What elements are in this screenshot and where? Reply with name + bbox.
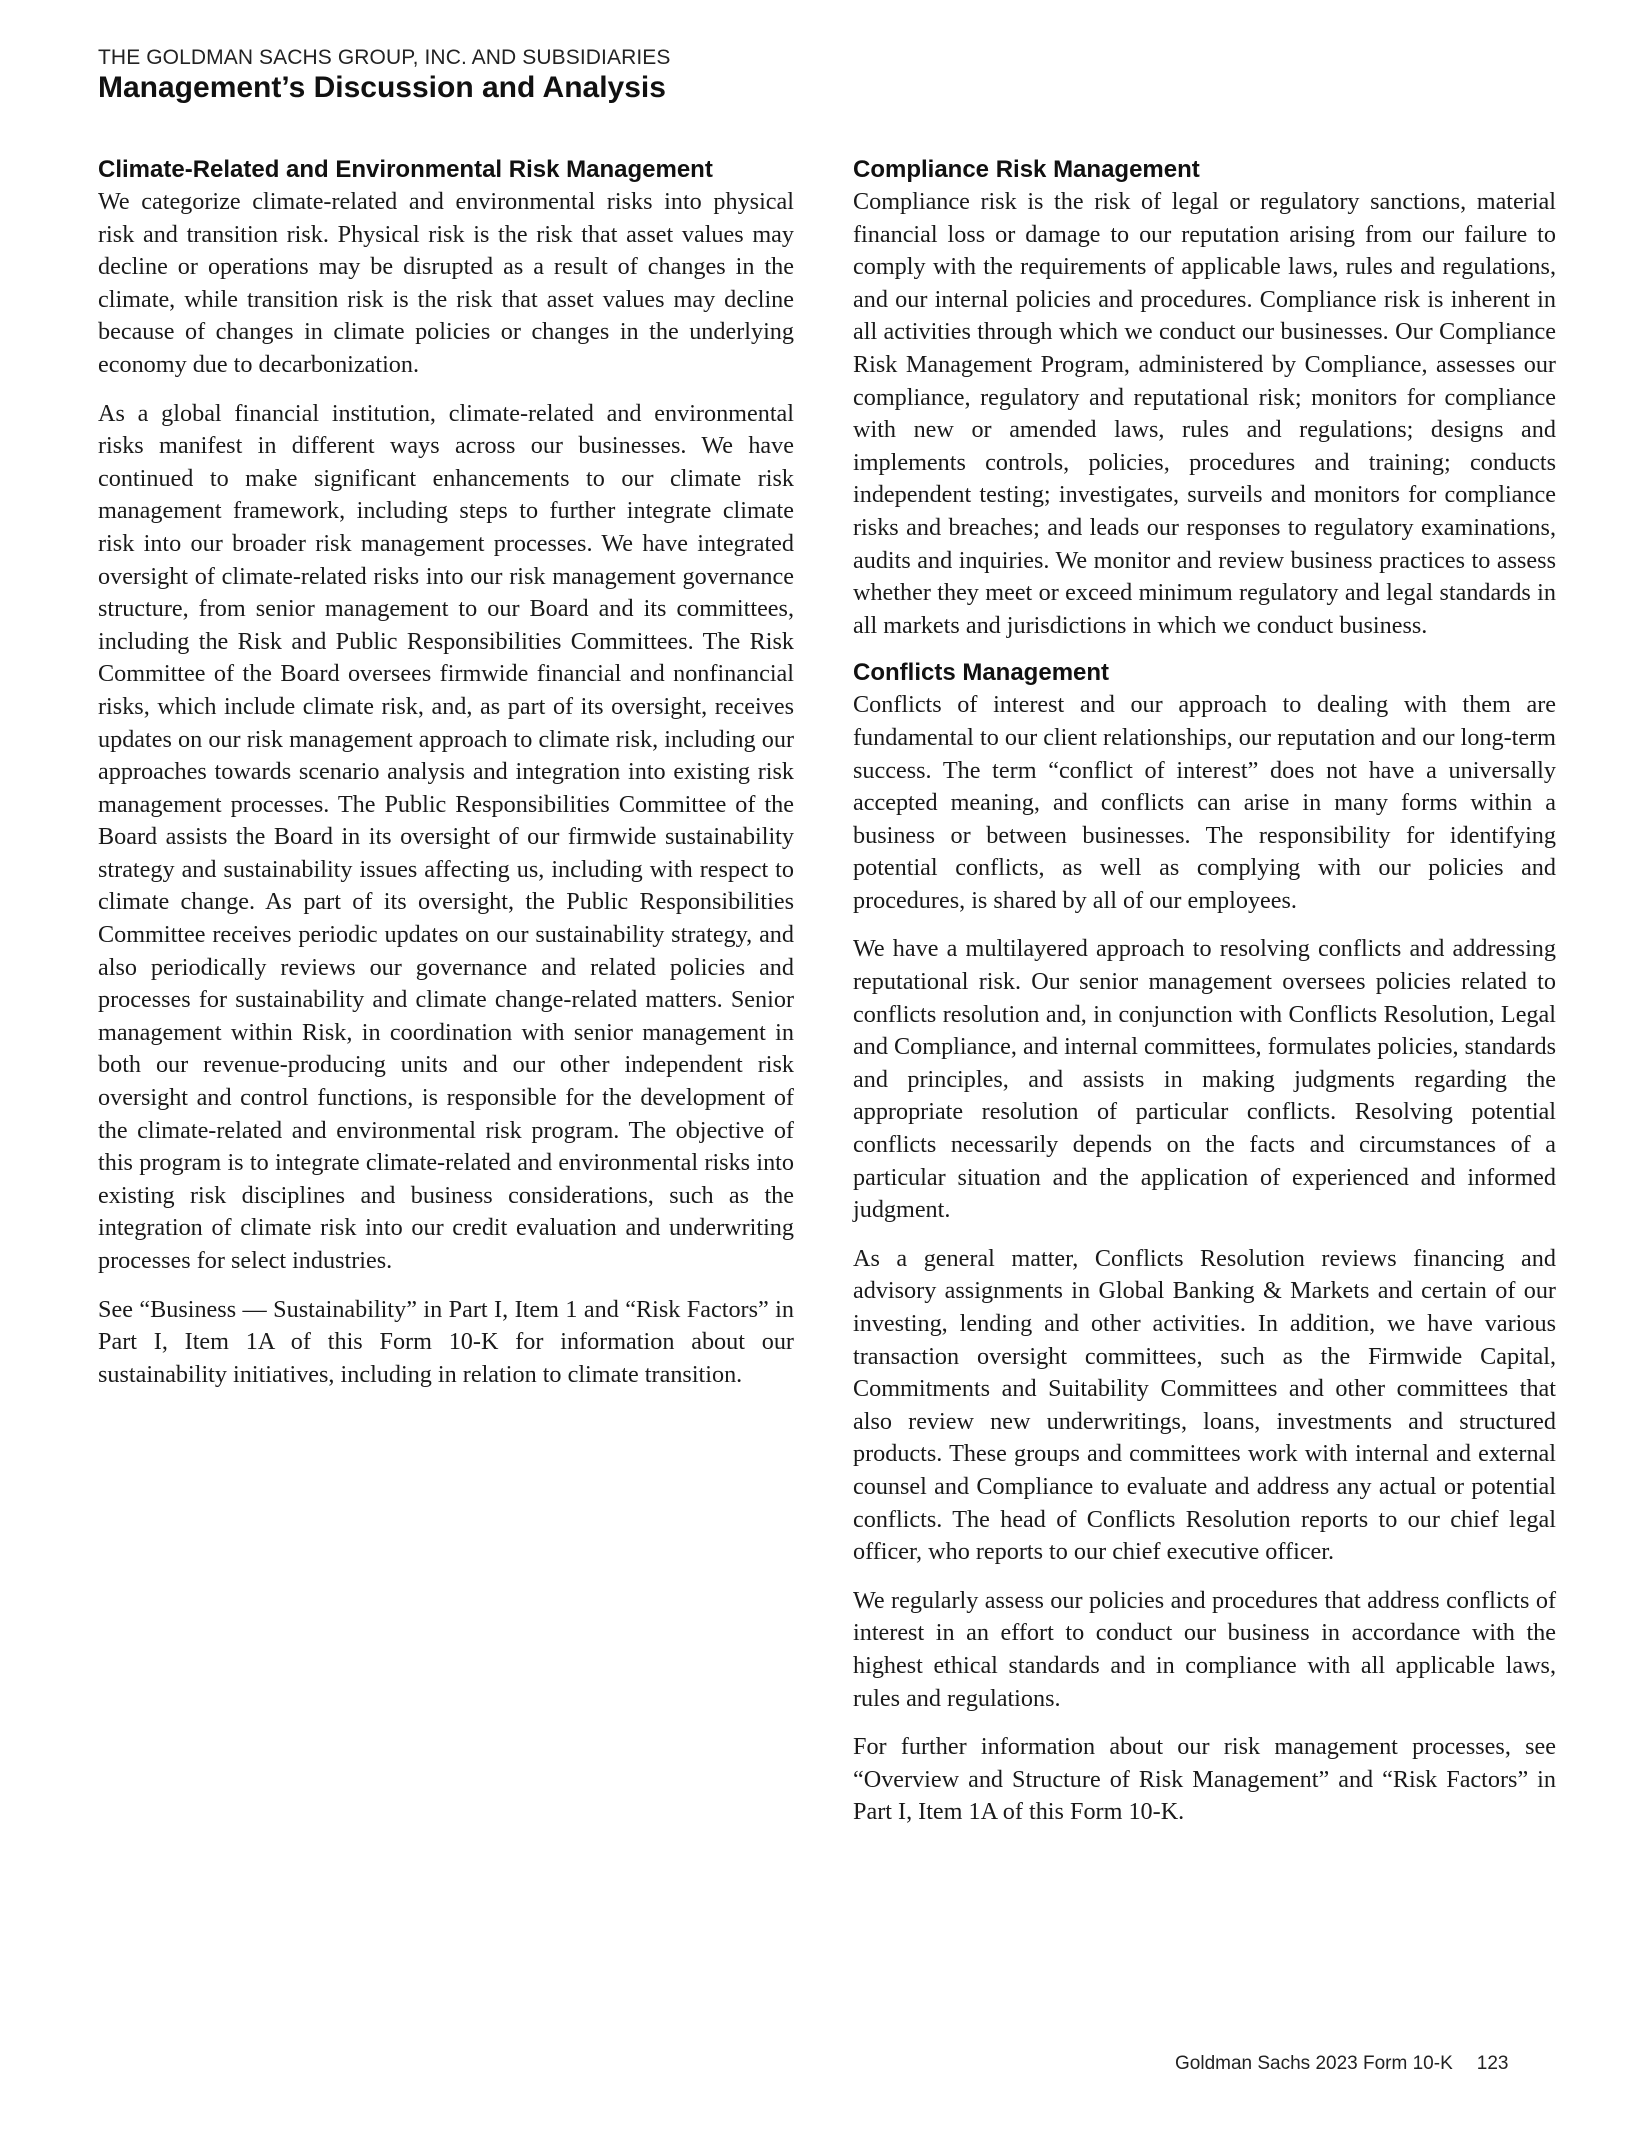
paragraph: We categorize climate-related and environmental risks into physical risk and transition risk. Physical risk is the risk that asset values may decline or operations may be disrupted as a result of changes in the climate, while transition risk is the risk that asset values may decline because of changes in climate policies or changes in the underlying economy due to decarbonization.: [98, 188, 794, 378]
paragraph: We regularly assess our policies and procedures that address conflicts of interest in an effort to conduct our business in accordance with the highest ethical standards and in compliance with all applicable laws, rules and regulations.: [853, 1586, 1556, 1712]
paragraph: As a general matter, Conflicts Resolution reviews financing and advisory assignments in Global Banking & Markets and certain of our investing, lending and other activities. In addition, we have various transaction oversight committees, such as the Firmwide Capital, Commitments and Suitability Committees and other committees that also review new underwritings, loans, investments and structured products. These groups and committees work with internal and external counsel and Compliance to evaluate and address any actual or potential conflicts. The head of Conflicts Resolution reports to our chief legal officer, who reports to our chief executive officer.: [853, 1244, 1556, 1566]
page-header: [98, 46, 671, 106]
publication-name: Goldman Sachs 2023 Form 10-K: [1175, 2053, 1453, 2074]
heading-conflicts-management: Conflicts Management: [853, 659, 1110, 687]
page-footer: [1175, 2053, 1508, 2075]
right-column: [853, 155, 1556, 1845]
heading-climate-risk: Climate-Related and Environmental Risk Management: [98, 156, 713, 183]
company-name: THE GOLDMAN SACHS GROUP, INC. AND SUBSIDIARIES: [98, 46, 671, 69]
paragraph: See “Business — Sustainability” in Part I, Item 1 and “Risk Factors” in Part I, Item 1A of this Form 10-K for information about our sustainability initiatives, including in relation to climate transition.: [98, 1295, 794, 1388]
paragraph: We have a multilayered approach to resolving conflicts and addressing reputational risk. Our senior management oversees policies related to conflicts resolution and, in conjunction with Conflicts Resolution, Legal and Compliance, and internal committees, formulates policies, standards and principles, and assists in making judgments regarding the appropriate resolution of particular conflicts. Resolving potential conflicts necessarily depends on the facts and circumstances of a particular situation and the application of experienced and informed judgment.: [853, 935, 1556, 1224]
left-column: [98, 155, 794, 1407]
paragraph: Conflicts of interest and our approach to dealing with them are fundamental to our client relationships, our reputation and our long-term success. The term “conflict of interest” does not have a universally accepted meaning, and conflicts can arise in many forms within a business or between businesses. The responsibility for identifying potential conflicts, as well as complying with our policies and procedures, is shared by all of our employees.: [853, 691, 1556, 914]
page-title: Management’s Discussion and Analysis: [98, 71, 666, 104]
paragraph: Compliance risk is the risk of legal or regulatory sanctions, material financial loss or damage to our reputation arising from our failure to comply with the requirements of applicable laws, rules and regulations, and our internal policies and procedures. Compliance risk is inherent in all activities through which we conduct our businesses. Our Compliance Risk Management Program, administered by Compliance, assesses our compliance, regulatory and reputational risk; monitors for compliance with new or amended laws, rules and regulations; designs and implements controls, policies, procedures and training; conducts independent testing; investigates, surveils and monitors for compliance risks and breaches; and leads our responses to regulatory examinations, audits and inquiries. We monitor and review business practices to assess whether they meet or exceed minimum regulatory and legal standards in all markets and jurisdictions in which we conduct business.: [853, 188, 1556, 639]
page-number: 123: [1476, 2053, 1509, 2074]
heading-compliance-risk: Compliance Risk Management: [853, 156, 1200, 183]
paragraph: For further information about our risk management processes, see “Overview and Structure of Risk Management” and “Risk Factors” in Part I, Item 1A of this Form 10-K.: [853, 1733, 1556, 1826]
paragraph: As a global financial institution, climate-related and environmental risks manifest in different ways across our businesses. We have continued to make significant enhancements to our climate risk management framework, including steps to further integrate climate risk into our broader risk management processes. We have integrated oversight of climate-related risks into our risk management governance structure, from senior management to our Board and its committees, including the Risk and Public Responsibilities Committees. The Risk Committee of the Board oversees firmwide financial and nonfinancial risks, which include climate risk, and, as part of its oversight, receives updates on our risk management approach to climate risk, including our approaches towards scenario analysis and integration into existing risk management processes. The Public Responsibilities Committee of the Board assists the Board in its oversight of our firmwide sustainability strategy and sustainability issues affecting us, including with respect to climate change. As part of its oversight, the Public Responsibilities Committee receives periodic updates on our sustainability strategy, and also periodically reviews our governance and related policies and processes for sustainability and climate change-related matters. Senior management within Risk, in coordination with senior management in both our revenue-producing units and our other independent risk oversight and control functions, is responsible for the development of the climate-related and environmental risk program. The objective of this program is to integrate climate-related and environmental risks into existing risk disciplines and business considerations, such as the integration of climate risk into our credit evaluation and underwriting processes for select industries.: [98, 399, 794, 1274]
